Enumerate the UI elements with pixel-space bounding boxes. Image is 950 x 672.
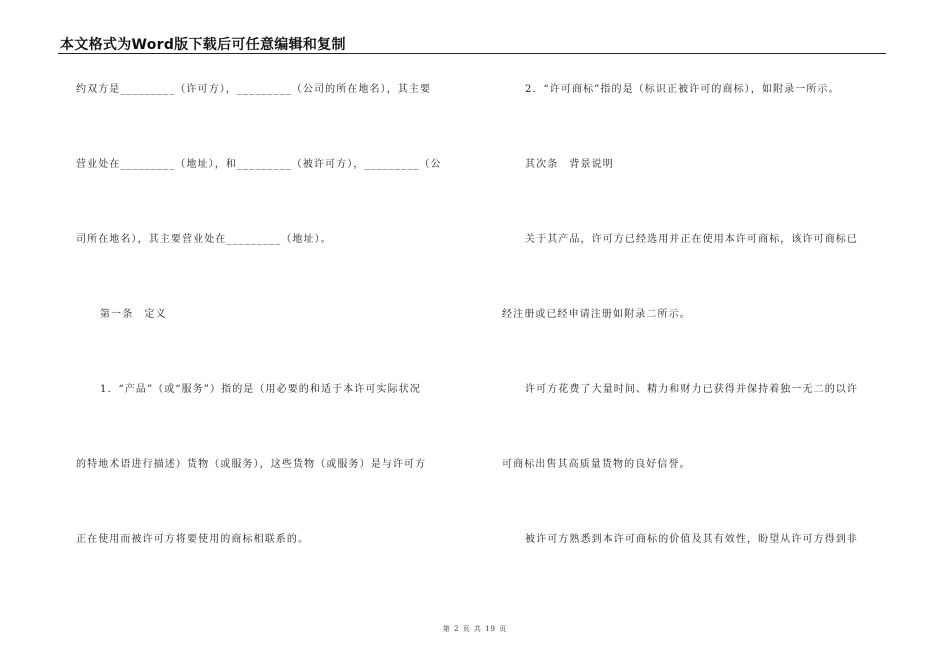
- section-heading-definitions: 第一条 定义: [100, 309, 167, 320]
- left-line-2: 营业处在_________（地址），和_________（被许可方），_________（公: [76, 159, 442, 170]
- header-divider: [58, 53, 886, 54]
- header-title: 本文格式为Word版下载后可任意编辑和复制: [60, 37, 346, 53]
- right-line-1: 2．“许可商标”指的是（标识正被许可的商标），如附录一所示。: [525, 84, 840, 95]
- left-line-1: 约双方是_________（许可方），_________（公司的所在地名），其主要: [76, 84, 432, 95]
- left-line-7: 正在使用而被许可方将要使用的商标相联系的。: [76, 534, 310, 545]
- right-line-4: 经注册或已经申请注册如附录二所示。: [502, 309, 691, 320]
- right-line-3: 关于其产品，许可方已经选用并正在使用本许可商标，该许可商标已: [525, 234, 858, 245]
- page-number: 第 2 页 共 19 页: [442, 625, 508, 633]
- right-line-7: 被许可方熟悉到本许可商标的价值及其有效性，盼望从许可方得到非: [525, 534, 858, 545]
- right-line-6: 可商标出售其高质量货物的良好信誉。: [502, 459, 691, 470]
- section-heading-background: 其次条 背景说明: [525, 159, 614, 170]
- left-line-5: 1．“产品”（或“服务”）指的是（用必要的和适于本许可实际状况: [100, 384, 421, 395]
- left-line-6: 的特地术语进行描述）货物（或服务），这些货物（或服务）是与许可方: [76, 459, 427, 470]
- left-line-3: 司所在地名），其主要营业处在_________（地址）。: [76, 234, 332, 245]
- right-line-5: 许可方花费了大量时间、精力和财力已获得并保持着独一无二的以许: [525, 384, 858, 395]
